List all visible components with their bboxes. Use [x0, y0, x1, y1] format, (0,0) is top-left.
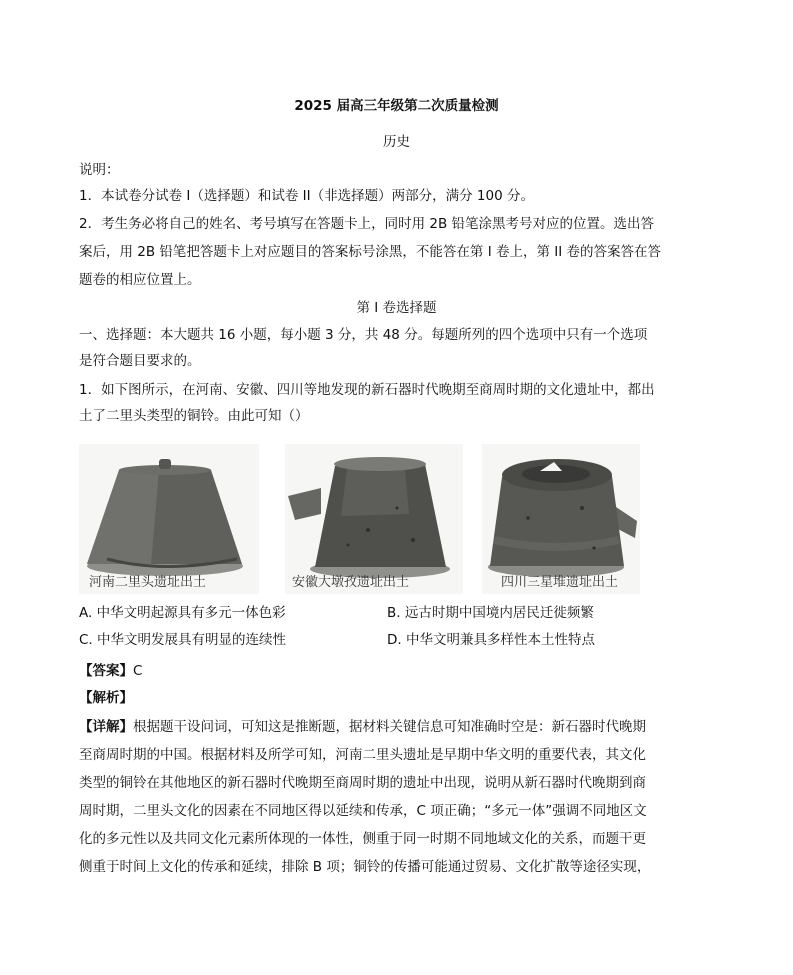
- caption-sichuan: 四川三星堆遗址出土: [501, 575, 619, 590]
- instruction-2-line-1: 2．考生务必将自己的姓名、考号填写在答题卡上，同时用 2B 铅笔涂黑考号对应的位置。选出答: [79, 216, 655, 232]
- section-title: 第 I 卷选择题: [356, 300, 437, 316]
- instruction-2-line-2: 案后，用 2B 铅笔把答题卡上对应题目的答案标号涂黑，不能答在第 I 卷上，第 II 卷的答案答在答: [79, 244, 662, 260]
- section-intro-line-1: 一、选择题：本大题共 16 小题，每小题 3 分，共 48 分。每题所列的四个选项中只有一个选项: [79, 327, 648, 343]
- instruction-2-line-3: 题卷的相应位置上。: [79, 272, 201, 288]
- analysis-text-line-6: 侧重于时间上文化的传承和延续，排除 B 项；铜铃的传播可能通过贸易、文化扩散等途径实现，: [79, 859, 651, 875]
- answer-value: C: [133, 663, 143, 679]
- answer-line: [79, 661, 142, 681]
- answer-label: 【答案】: [79, 663, 133, 679]
- instruction-1: 1．本试卷分试卷 I（选择题）和试卷 II（非选择题）两部分，满分 100 分。: [79, 188, 534, 204]
- detail-label: 【详解】: [79, 719, 133, 735]
- analysis-label: 【解析】: [79, 690, 133, 706]
- analysis-text-line-3: 类型的铜铃在其他地区的新石器时代晚期至商周时期的遗址中出现，说明从新石器时代晚期到商: [79, 775, 646, 791]
- exam-title: 2025 届高三年级第二次质量检测: [294, 98, 499, 114]
- analysis-text-line-2: 至商周时期的中国。根据材料及所学可知，河南二里头遗址是早期中华文明的重要代表，其文化: [79, 747, 646, 763]
- section-intro-line-2: 是符合题目要求的。: [79, 353, 201, 369]
- option-a: A. 中华文明起源具有多元一体色彩: [79, 605, 286, 621]
- question-1-stem-line-2: 土了二里头类型的铜铃。由此可知（）: [79, 408, 309, 424]
- subject-title: 历史: [383, 134, 410, 150]
- option-b: B. 远古时期中国境内居民迁徙频繁: [387, 605, 594, 621]
- analysis-text-line-5: 化的多元性以及共同文化元素所体现的一体性，侧重于同一时期不同地域文化的关系，而题干更: [79, 831, 646, 847]
- caption-anhui: 安徽大墩孜遗址出土: [292, 575, 410, 590]
- analysis-text-line-4: 周时期，二里头文化的因素在不同地区得以延续和传承，C 项正确；“多元一体”强调不同地区文: [79, 803, 647, 819]
- caption-henan: 河南二里头遗址出土: [89, 575, 207, 590]
- analysis-text-line-1: [79, 717, 646, 737]
- option-c: C. 中华文明发展具有明显的连续性: [79, 632, 287, 648]
- instructions-heading: 说明：: [79, 162, 120, 178]
- question-1-stem-line-1: 1．如下图所示，在河南、安徽、四川等地发现的新石器时代晚期至商周时期的文化遗址中，都出: [79, 382, 655, 398]
- analysis-text-line-1-body: 根据题干设问词，可知这是推断题，据材料关键信息可知准确时空是：新石器时代晚期: [133, 719, 646, 735]
- option-d: D. 中华文明兼具多样性本土性特点: [387, 632, 595, 648]
